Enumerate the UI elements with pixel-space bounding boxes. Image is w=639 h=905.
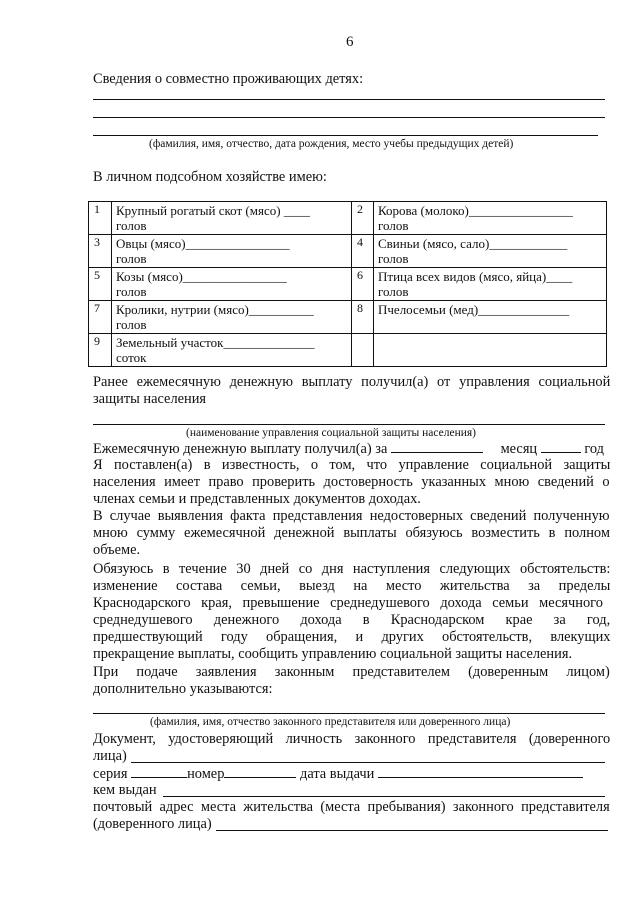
series-row — [93, 765, 583, 783]
p2-line-1: В случае выявления факта представления недостоверных сведений полученную — [93, 508, 610, 524]
livestock-entry-right[interactable] — [374, 301, 607, 334]
livestock-label: Кролики, нутрии (мясо)__________ — [116, 302, 314, 317]
p3-line-6: прекращение выплаты, сообщить управлению социальной защиты населения. — [93, 646, 573, 662]
livestock-label: Свиньи (мясо, сало)____________ — [378, 236, 568, 251]
unit-label: голов — [116, 316, 147, 332]
children-caption: (фамилия, имя, отчество, дата рождения, место учебы предыдущих детей) — [149, 138, 514, 150]
received-month-label: месяц — [500, 441, 538, 457]
issued-by-label: кем выдан — [93, 782, 157, 798]
number-field[interactable] — [224, 765, 296, 778]
issue-date-field[interactable] — [378, 765, 583, 778]
p4-line-1: При подаче заявления законным представителем (доверенным лицом) — [93, 664, 610, 680]
livestock-entry-right[interactable] — [374, 235, 607, 268]
row-number: 3 — [94, 235, 100, 249]
doc-line-2: лица) — [93, 748, 127, 764]
livestock-entry-right[interactable] — [374, 334, 607, 367]
unit-label: голов — [116, 217, 147, 233]
household-row — [89, 301, 607, 334]
unit-label: соток — [116, 349, 147, 365]
series-label: серия — [93, 766, 128, 782]
row-number-left — [89, 334, 112, 367]
livestock-label: Птица всех видов (мясо, яйца)____ — [378, 269, 573, 284]
number-label: номер — [187, 766, 225, 782]
livestock-label: Земельный участок______________ — [116, 335, 315, 350]
livestock-entry-left[interactable] — [112, 334, 352, 367]
livestock-entry-left[interactable] — [112, 301, 352, 334]
household-heading: В личном подсобном хозяйстве имею: — [93, 169, 327, 185]
livestock-entry-left[interactable] — [112, 268, 352, 301]
unit-label: голов — [378, 250, 409, 266]
household-row — [89, 268, 607, 301]
livestock-label: Крупный рогатый скот (мясо) ____ — [116, 203, 310, 218]
row-number: 1 — [94, 202, 100, 216]
p3-line-4: среднедушевого денежного дохода в Краснодарском крае за год, — [93, 612, 611, 628]
received-year-label: год — [584, 441, 605, 457]
received-prefix: Ежемесячную денежную выплату получил(а) за — [93, 441, 388, 457]
p3-line-1: Обязуюсь в течение 30 дней со дня наступления следующих обстоятельств: — [93, 561, 611, 577]
previous-payment-line-2: защиты населения — [93, 391, 207, 407]
children-line-2[interactable] — [93, 117, 605, 118]
household-row — [89, 334, 607, 367]
issued-by-field[interactable] — [163, 796, 605, 797]
p3-line-2: изменение состава семьи, выезд на место жительства за пределы — [93, 578, 611, 594]
p1-line-2: населения имеет право проверить достоверность указанных мною сведений о — [93, 474, 610, 490]
row-number-left — [89, 202, 112, 235]
household-row — [89, 202, 607, 235]
p4-line-2: дополнительно указываются: — [93, 681, 273, 697]
address-line-2: (доверенного лица) — [93, 816, 212, 832]
previous-payment-line-1: Ранее ежемесячную денежную выплату получил(а) от управления социальной — [93, 374, 611, 390]
unit-label: голов — [378, 217, 409, 233]
received-year-field[interactable] — [541, 440, 581, 453]
address-line-1: почтовый адрес места жительства (места пребывания) законного представителя — [93, 799, 610, 815]
doc-line-1: Документ, удостоверяющий личность законного представителя (доверенного — [93, 731, 611, 747]
p1-line-1: Я поставлен(а) в известность, о том, что управление социальной защиты — [93, 457, 611, 473]
document-field[interactable] — [131, 762, 605, 763]
row-number-right — [352, 235, 374, 268]
row-number: 4 — [357, 235, 363, 249]
livestock-entry-left[interactable] — [112, 202, 352, 235]
children-line-1[interactable] — [93, 99, 605, 100]
livestock-label: Козы (мясо)________________ — [116, 269, 287, 284]
row-number: 7 — [94, 301, 100, 315]
row-number-left — [89, 268, 112, 301]
representative-caption: (фамилия, имя, отчество законного представителя или доверенного лица) — [150, 716, 511, 728]
household-row — [89, 235, 607, 268]
household-table — [88, 201, 607, 367]
livestock-label: Пчелосемьи (мед)______________ — [378, 302, 570, 317]
row-number-left — [89, 235, 112, 268]
row-number-right — [352, 202, 374, 235]
p2-line-3: объеме. — [93, 542, 141, 558]
received-row — [93, 440, 604, 458]
p2-line-2: мною сумму ежемесячной денежной выплаты обязуюсь возместить в полном — [93, 525, 610, 541]
row-number: 8 — [357, 301, 363, 315]
unit-label: голов — [378, 283, 409, 299]
row-number-right — [352, 301, 374, 334]
received-month-field[interactable] — [391, 440, 483, 453]
row-number-right — [352, 334, 374, 367]
row-number: 9 — [94, 334, 100, 348]
row-number: 6 — [357, 268, 363, 282]
livestock-entry-left[interactable] — [112, 235, 352, 268]
issue-date-label: дата выдачи — [300, 766, 375, 782]
unit-label: голов — [116, 283, 147, 299]
livestock-entry-right[interactable] — [374, 268, 607, 301]
livestock-entry-right[interactable] — [374, 202, 607, 235]
row-number: 5 — [94, 268, 100, 282]
row-number-right — [352, 268, 374, 301]
livestock-label: Овцы (мясо)________________ — [116, 236, 290, 251]
page-number: 6 — [346, 34, 354, 50]
series-field[interactable] — [131, 765, 187, 778]
address-field[interactable] — [216, 830, 608, 831]
row-number-left — [89, 301, 112, 334]
unit-label: голов — [116, 250, 147, 266]
p3-line-3: Краснодарского края, превышение среднедушевого дохода семьи месячного — [93, 595, 603, 611]
children-heading: Сведения о совместно проживающих детях: — [93, 71, 364, 87]
social-office-caption: (наименование управления социальной защиты населения) — [186, 427, 476, 439]
p1-line-3: членах семьи и представленных документов доходах. — [93, 491, 421, 507]
livestock-label: Корова (молоко)________________ — [378, 203, 573, 218]
row-number: 2 — [357, 202, 363, 216]
p3-line-5: предшествующий году обращения, и других обстоятельств, влекущих — [93, 629, 611, 645]
